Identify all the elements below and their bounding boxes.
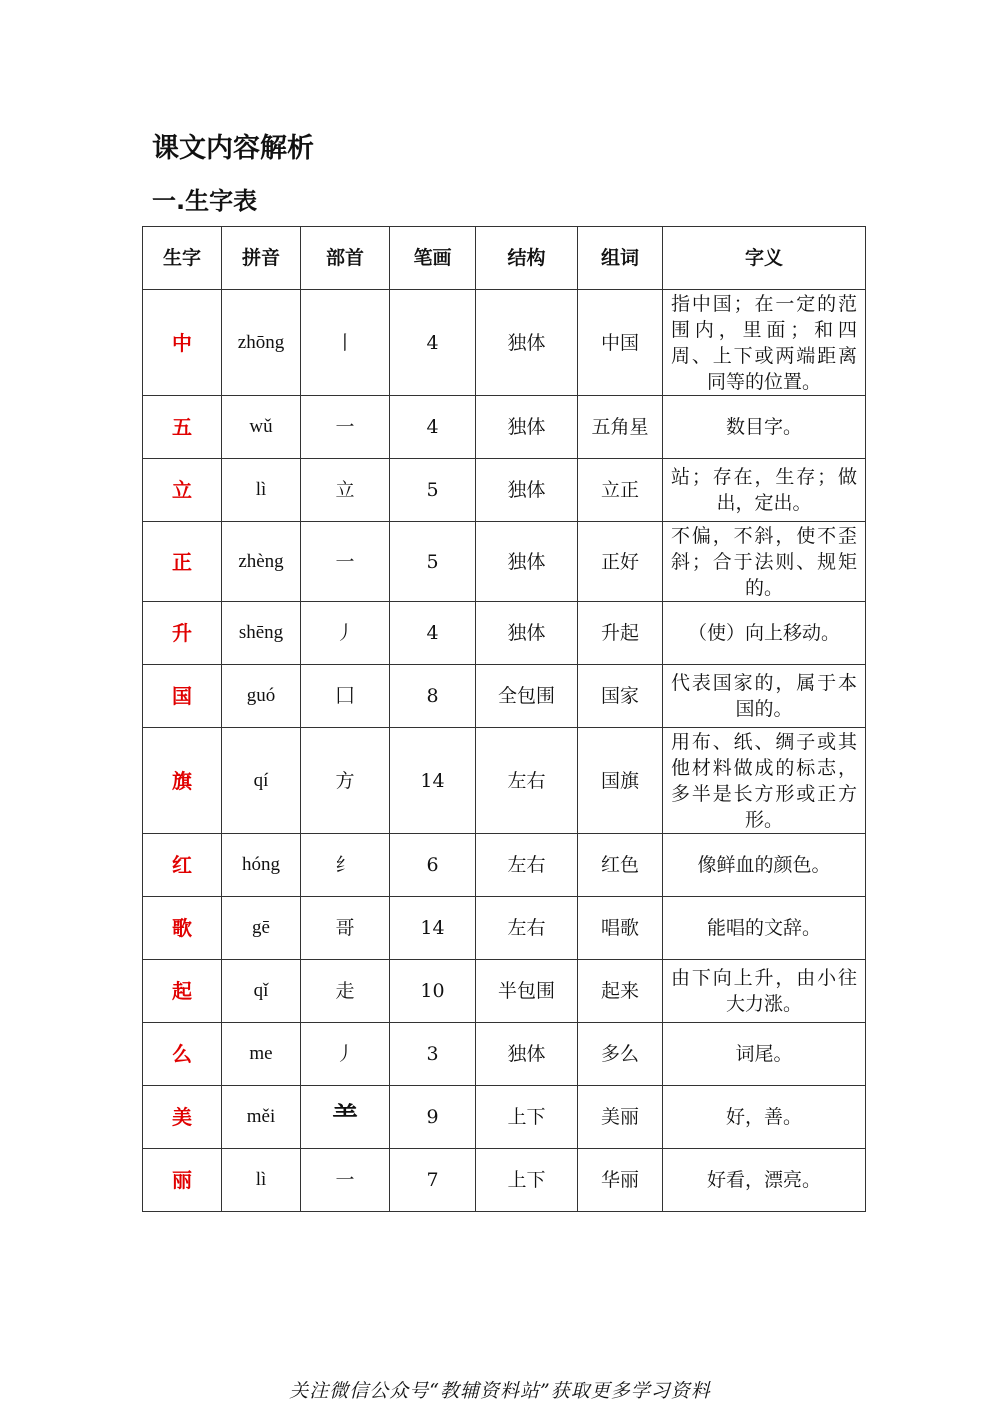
radical-cell: 囗 <box>301 665 390 728</box>
meaning-cell: 指中国；在一定的范围内，里面；和四周、上下或两端距离同等的位置。 <box>663 290 866 396</box>
char-cell: 歌 <box>143 897 222 960</box>
structure-cell: 全包围 <box>476 665 578 728</box>
char-cell: 正 <box>143 522 222 602</box>
word-cell: 美丽 <box>578 1086 663 1149</box>
radical-cell: 一 <box>301 396 390 459</box>
word-cell: 中国 <box>578 290 663 396</box>
table-row <box>143 960 866 1023</box>
word-cell: 五角星 <box>578 396 663 459</box>
radical-cell: 走 <box>301 960 390 1023</box>
radical-cell: 一 <box>301 1149 390 1212</box>
structure-cell: 左右 <box>476 728 578 834</box>
footer-note: 关注微信公众号“教辅资料站”获取更多学习资料 <box>289 1380 711 1402</box>
pinyin-cell: hóng <box>222 834 301 897</box>
pinyin-cell: guó <box>222 665 301 728</box>
table-row <box>143 1086 866 1149</box>
char-cell: 国 <box>143 665 222 728</box>
word-cell: 正好 <box>578 522 663 602</box>
pinyin-cell: me <box>222 1023 301 1086</box>
radical-cell: 方 <box>301 728 390 834</box>
table-row <box>143 1149 866 1212</box>
header-radical: 部首 <box>301 227 390 290</box>
word-cell: 起来 <box>578 960 663 1023</box>
pinyin-cell: qǐ <box>222 960 301 1023</box>
structure-cell: 独体 <box>476 1023 578 1086</box>
table-header-row <box>143 227 866 290</box>
table-row <box>143 522 866 602</box>
word-cell: 升起 <box>578 602 663 665</box>
pinyin-cell: gē <box>222 897 301 960</box>
structure-cell: 独体 <box>476 396 578 459</box>
meaning-cell: 好看，漂亮。 <box>663 1149 866 1212</box>
strokes-cell: 14 <box>390 728 476 834</box>
strokes-cell: 6 <box>390 834 476 897</box>
header-structure: 结构 <box>476 227 578 290</box>
pinyin-cell: wǔ <box>222 396 301 459</box>
structure-cell: 独体 <box>476 290 578 396</box>
word-cell: 多么 <box>578 1023 663 1086</box>
structure-cell: 独体 <box>476 459 578 522</box>
structure-cell: 左右 <box>476 834 578 897</box>
radical-cell: 立 <box>301 459 390 522</box>
table-row <box>143 459 866 522</box>
char-cell: 升 <box>143 602 222 665</box>
structure-cell: 独体 <box>476 602 578 665</box>
pinyin-cell: shēng <box>222 602 301 665</box>
strokes-cell: 5 <box>390 459 476 522</box>
radical-cell: 丿 <box>301 1023 390 1086</box>
word-cell: 唱歌 <box>578 897 663 960</box>
structure-cell: 左右 <box>476 897 578 960</box>
pinyin-cell: zhèng <box>222 522 301 602</box>
meaning-cell: 能唱的文辞。 <box>663 897 866 960</box>
structure-cell: 独体 <box>476 522 578 602</box>
char-cell: 中 <box>143 290 222 396</box>
character-table <box>142 226 866 1212</box>
header-strokes: 笔画 <box>390 227 476 290</box>
strokes-cell: 8 <box>390 665 476 728</box>
meaning-cell: 代表国家的，属于本国的。 <box>663 665 866 728</box>
strokes-cell: 9 <box>390 1086 476 1149</box>
table-row <box>143 665 866 728</box>
char-cell: 红 <box>143 834 222 897</box>
word-cell: 国旗 <box>578 728 663 834</box>
header-meaning: 字义 <box>663 227 866 290</box>
char-cell: 美 <box>143 1086 222 1149</box>
radical-cell: 哥 <box>301 897 390 960</box>
char-cell: 立 <box>143 459 222 522</box>
page-title: 课文内容解析 <box>152 133 314 164</box>
word-cell: 立正 <box>578 459 663 522</box>
structure-cell: 上下 <box>476 1086 578 1149</box>
table-row <box>143 897 866 960</box>
strokes-cell: 4 <box>390 602 476 665</box>
char-cell: 丽 <box>143 1149 222 1212</box>
pinyin-cell: lì <box>222 459 301 522</box>
radical-cell: 纟 <box>301 834 390 897</box>
strokes-cell: 3 <box>390 1023 476 1086</box>
pinyin-cell: lì <box>222 1149 301 1212</box>
table-row <box>143 290 866 396</box>
radical-cell: 丨 <box>301 290 390 396</box>
char-cell: 五 <box>143 396 222 459</box>
table-row <box>143 602 866 665</box>
structure-cell: 上下 <box>476 1149 578 1212</box>
radical-cell: 一 <box>301 522 390 602</box>
word-cell: 红色 <box>578 834 663 897</box>
meaning-cell: 用布、纸、绸子或其他材料做成的标志，多半是长方形或正方形。 <box>663 728 866 834</box>
pinyin-cell: qí <box>222 728 301 834</box>
strokes-cell: 4 <box>390 396 476 459</box>
char-cell: 起 <box>143 960 222 1023</box>
strokes-cell: 5 <box>390 522 476 602</box>
strokes-cell: 7 <box>390 1149 476 1212</box>
header-pinyin: 拼音 <box>222 227 301 290</box>
pinyin-cell: měi <box>222 1086 301 1149</box>
meaning-cell: 由下向上升，由小往大力涨。 <box>663 960 866 1023</box>
meaning-cell: 像鲜血的颜色。 <box>663 834 866 897</box>
table-row <box>143 728 866 834</box>
char-cell: 旗 <box>143 728 222 834</box>
meaning-cell: 词尾。 <box>663 1023 866 1086</box>
char-cell: 么 <box>143 1023 222 1086</box>
strokes-cell: 10 <box>390 960 476 1023</box>
meaning-cell: 好，善。 <box>663 1086 866 1149</box>
word-cell: 国家 <box>578 665 663 728</box>
meaning-cell: 数目字。 <box>663 396 866 459</box>
header-char: 生字 <box>143 227 222 290</box>
word-cell: 华丽 <box>578 1149 663 1212</box>
pinyin-cell: zhōng <box>222 290 301 396</box>
table-row <box>143 834 866 897</box>
radical-cell: ⺷ <box>301 1086 390 1149</box>
table-row <box>143 396 866 459</box>
table-row <box>143 1023 866 1086</box>
radical-cell: 丿 <box>301 602 390 665</box>
meaning-cell: 不偏，不斜，使不歪斜；合于法则、规矩的。 <box>663 522 866 602</box>
meaning-cell: 站；存在，生存；做出，定出。 <box>663 459 866 522</box>
header-word: 组词 <box>578 227 663 290</box>
section-title: 一.生字表 <box>152 187 258 215</box>
strokes-cell: 14 <box>390 897 476 960</box>
structure-cell: 半包围 <box>476 960 578 1023</box>
meaning-cell: （使）向上移动。 <box>663 602 866 665</box>
strokes-cell: 4 <box>390 290 476 396</box>
